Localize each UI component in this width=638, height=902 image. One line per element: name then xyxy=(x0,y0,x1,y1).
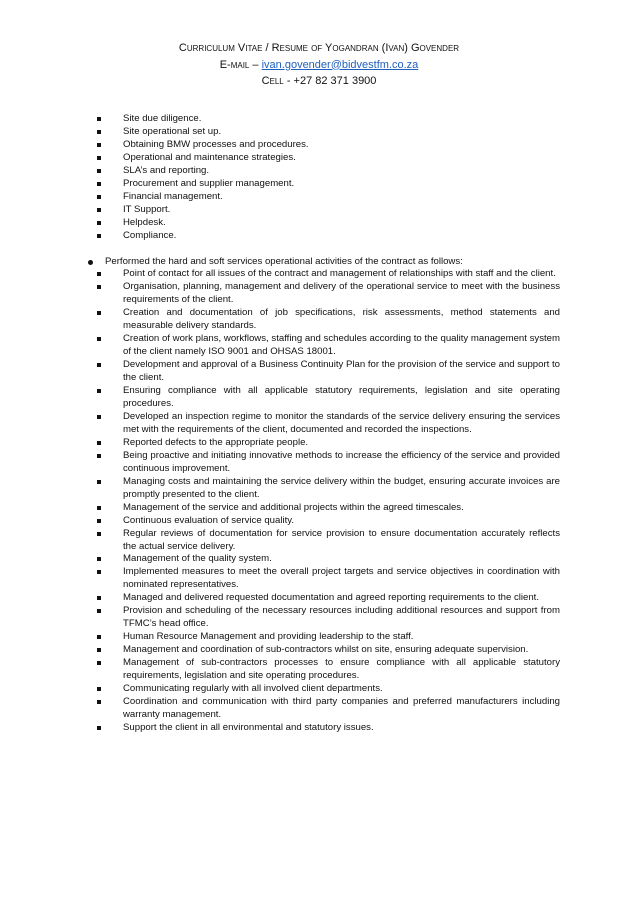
list-item xyxy=(0,113,638,126)
list-item xyxy=(0,450,638,476)
list-item-text: Managing costs and maintaining the service delivery within the budget, ensuring accurate invoices are promptly presented to the client. xyxy=(123,475,560,500)
list-item-text: Point of contact for all issues of the contract and management of relationships with staff and the client. xyxy=(123,268,556,280)
bullet-dot xyxy=(88,260,93,265)
list-item-text: IT Support. xyxy=(123,203,171,215)
page-header xyxy=(0,40,638,90)
square-bullet-icon xyxy=(97,609,101,613)
list-item-text: Procurement and supplier management. xyxy=(123,177,295,189)
square-bullet-icon xyxy=(97,337,101,341)
square-bullet-icon xyxy=(97,195,101,199)
list-item-text: Implemented measures to meet the overall project targets and service objectives in coordination with nominated representatives. xyxy=(123,566,560,591)
square-bullet-icon xyxy=(97,169,101,173)
list-item xyxy=(0,268,638,281)
list-item-text: Coordination and communication with third party companies and preferred manufacturers including warranty management. xyxy=(123,695,560,720)
list-item xyxy=(0,152,638,165)
email-line xyxy=(0,57,638,74)
square-bullet-icon xyxy=(97,441,101,445)
list-item xyxy=(0,683,638,696)
square-bullet-icon xyxy=(97,182,101,186)
square-bullet-icon xyxy=(97,506,101,510)
square-bullet-icon xyxy=(97,726,101,730)
list-item-text: Helpdesk. xyxy=(123,216,166,228)
list-item xyxy=(0,722,638,735)
list-item-text: Management and coordination of sub-contractors whilst on site, ensuring adequate supervision. xyxy=(123,644,529,656)
list-item-text: Being proactive and initiating innovative methods to increase the efficiency of the service and provided continuous improvement. xyxy=(123,449,560,474)
square-bullet-icon xyxy=(97,363,101,367)
list-item xyxy=(0,592,638,605)
list-item xyxy=(0,333,638,359)
list-item-text: Management of the quality system. xyxy=(123,553,272,565)
list-item-text: Provision and scheduling of the necessary resources including additional resources and support from TFMC’s head office. xyxy=(123,605,560,630)
cv-title: Curriculum Vitae / Resume of Yogandran (Ivan) Govender xyxy=(178,42,460,54)
square-bullet-icon xyxy=(97,635,101,639)
list-item xyxy=(0,307,638,333)
activities-intro-text: Performed the hard and soft services operational activities of the contract as follows: xyxy=(105,255,463,267)
list-item-text: Compliance. xyxy=(123,229,177,241)
list-item-text: Operational and maintenance strategies. xyxy=(123,151,296,163)
list-item-text: Obtaining BMW processes and procedures. xyxy=(123,138,309,150)
list-item xyxy=(0,605,638,631)
list-item xyxy=(0,359,638,385)
square-bullet-icon xyxy=(97,143,101,147)
list-item-text: Ensuring compliance with all applicable statutory requirements, legislation and site operating procedures. xyxy=(123,385,560,410)
square-bullet-icon xyxy=(97,532,101,536)
list-item xyxy=(0,191,638,204)
list-item xyxy=(0,631,638,644)
list-item xyxy=(0,515,638,528)
list-item-text: Support the client in all environmental and statutory issues. xyxy=(123,721,374,733)
square-bullet-icon xyxy=(97,311,101,315)
list-item xyxy=(0,553,638,566)
square-bullet-icon xyxy=(97,519,101,523)
list-item-text: Development and approval of a Business Continuity Plan for the provision of the service and support to the client. xyxy=(123,359,560,384)
list-item xyxy=(0,411,638,437)
list-item xyxy=(0,476,638,502)
list-item xyxy=(0,657,638,683)
square-bullet-icon xyxy=(97,700,101,704)
activities-list xyxy=(0,268,638,734)
list-item-text: Organisation, planning, management and delivery of the operational service to meet with the business requirements of the client. xyxy=(123,281,560,306)
list-item xyxy=(0,437,638,450)
list-item xyxy=(0,126,638,139)
list-item xyxy=(0,230,638,243)
square-bullet-icon xyxy=(97,285,101,289)
square-bullet-icon xyxy=(97,221,101,225)
list-item xyxy=(0,204,638,217)
list-item-text: Managed and delivered requested documentation and agreed reporting requirements to the client. xyxy=(123,592,540,604)
list-item xyxy=(0,385,638,411)
list-item xyxy=(0,566,638,592)
list-item-text: Human Resource Management and providing leadership to the staff. xyxy=(123,631,414,643)
list-item-text: Regular reviews of documentation for service provision to ensure documentation accurately reflects the actual service delivery. xyxy=(123,527,560,552)
list-item xyxy=(0,281,638,307)
list-item-text: Site operational set up. xyxy=(123,125,222,137)
square-bullet-icon xyxy=(97,687,101,691)
list-item-text: Financial management. xyxy=(123,190,223,202)
square-bullet-icon xyxy=(97,415,101,419)
list-item xyxy=(0,178,638,191)
square-bullet-icon xyxy=(97,117,101,121)
list-item-text: Management of the service and additional projects within the agreed timescales. xyxy=(123,501,464,513)
document-body xyxy=(0,110,638,735)
square-bullet-icon xyxy=(97,648,101,652)
list-item xyxy=(0,502,638,515)
square-bullet-icon xyxy=(97,661,101,665)
square-bullet-icon xyxy=(97,234,101,238)
square-bullet-icon xyxy=(97,272,101,276)
list-item-text: Reported defects to the appropriate people. xyxy=(123,436,309,448)
square-bullet-icon xyxy=(97,570,101,574)
list-item-text: SLA’s and reporting. xyxy=(123,164,210,176)
list-item xyxy=(0,217,638,230)
list-item-text: Management of sub-contractors processes to ensure compliance with all applicable statutory requirements, legislation and site operating procedures. xyxy=(123,657,560,682)
email-label: E-mail – xyxy=(219,58,262,71)
square-bullet-icon xyxy=(97,208,101,212)
square-bullet-icon xyxy=(97,480,101,484)
square-bullet-icon xyxy=(97,454,101,458)
square-bullet-icon xyxy=(97,389,101,393)
square-bullet-icon xyxy=(97,557,101,561)
list-item-text: Creation and documentation of job specifications, risk assessments, method statements and measurable delivery standards. xyxy=(123,307,560,332)
cell-number: Cell - +27 82 371 3900 xyxy=(261,75,377,87)
activities-intro xyxy=(0,256,638,269)
list-item xyxy=(0,696,638,722)
square-bullet-icon xyxy=(97,130,101,134)
list-item-text: Developed an inspection regime to monitor the standards of the service delivery ensuring the services met with the requirements of the client, documented and recorded the inspections. xyxy=(123,410,560,435)
list-item xyxy=(0,139,638,152)
list-item-text: Site due diligence. xyxy=(123,113,202,124)
list-item-text: Creation of work plans, workflows, staffing and schedules according to the quality management system of the client namely ISO 9001 and OHSAS 18001. xyxy=(123,333,560,358)
list-item xyxy=(0,528,638,554)
list-item xyxy=(0,165,638,178)
list-item xyxy=(0,644,638,657)
responsibilities-list xyxy=(0,113,638,243)
list-item-text: Communicating regularly with all involved client departments. xyxy=(123,682,383,694)
square-bullet-icon xyxy=(97,156,101,160)
square-bullet-icon xyxy=(97,596,101,600)
list-item-text: Continuous evaluation of service quality. xyxy=(123,514,295,526)
email-link[interactable]: ivan.govender@bidvestfm.co.za xyxy=(261,58,419,71)
